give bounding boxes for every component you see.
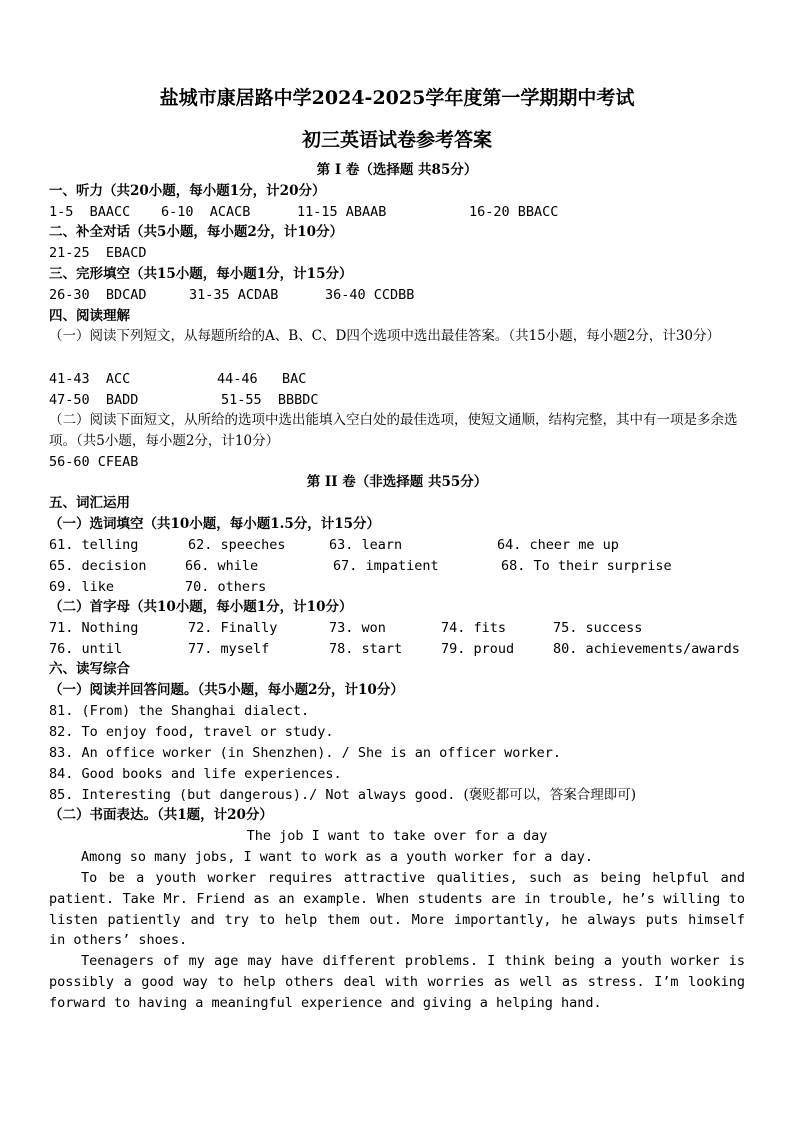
reading-answers-row-2 [49,390,749,410]
answer-group: 36-40 CCDBB [325,287,415,303]
answer-item: 73. won [329,620,386,636]
volume-1-heading: 第 I 卷（选择题 共85分） [316,162,478,178]
reading-part-1-instructions: （一）阅读下列短文，从每题所给的A、B、C、D四个选项中选出最佳答案。（共15小题，每小题2分，计30分） [49,328,721,344]
answer-item: 69. like [49,579,115,595]
dialogue-answers: 21-25 EBACD [49,245,147,261]
answer-item: 79. proud [441,641,515,657]
reading-writing-part-1-heading: （一）阅读并回答问题。（共5小题，每小题2分，计10分） [49,682,404,698]
answer-item: 80. achievements/awards [553,641,740,657]
section-reading-writing-heading: 六、读写综合 [49,661,130,677]
section-cloze-heading: 三、完形填空（共15小题，每小题1分，计15分） [49,266,353,282]
reading-part-2-instructions: （二）阅读下面短文，从所给的选项中选出能填入空白处的最佳选项，使短文通顺，结构完整，其中有一项是多余选项。（共5小题，每小题2分，计10分） [49,412,738,449]
answer-item: 71. Nothing [49,620,139,636]
answer-81: 81. (From) the Shanghai dialect. [49,703,310,719]
answer-item: 61. telling [49,537,139,553]
answer-item: 64. cheer me up [497,537,619,553]
answer-group: 41-43 ACC [49,371,131,387]
reading-writing-part-2-heading: （二）书面表达。（共1题，计20分） [49,807,273,823]
answer-group: 51-55 BBBDC [221,392,319,408]
essay-paragraph-1: Among so many jobs, I want to work as a youth worker for a day. [81,849,594,865]
answer-85 [49,785,636,805]
vocabulary-answers-row-2 [49,556,749,576]
answer-item: 67. impatient [333,558,439,574]
vocabulary-part-1-heading: （一）选词填空（共10小题，每小题1.5分，计15分） [49,516,381,532]
essay-title: The job I want to take over for a day [246,828,548,844]
answer-item: 68. To their surprise [501,558,672,574]
answer-item: 70. others [185,579,267,595]
section-listening-heading: 一、听力（共20小题，每小题1分，计20分） [49,183,326,199]
vocabulary-answers-row-5 [49,639,749,659]
section-dialogue-heading: 二、补全对话（共5小题，每小题2分，计10分） [49,224,344,240]
answer-item: 62. speeches [188,537,286,553]
answer-item: 66. while [185,558,259,574]
essay-paragraph-3: Teenagers of my age may have different problems. I think being a youth worker is possibly a good way to help others deal with worries as well as stress. I’m looking forward to having a meaningful experience and giving a helping hand. [49,953,745,1011]
exam-title: 盐城市康居路中学2024-2025学年度第一学期期中考试 [159,87,635,109]
answer-group: 16-20 BBACC [469,204,559,220]
answer-key-title: 初三英语试卷参考答案 [301,129,492,151]
answer-group: 6-10 ACACB [161,204,251,220]
reading-answers-row-1 [49,369,749,389]
answer-item: 65. decision [49,558,147,574]
answer-item: 75. success [553,620,643,636]
answer-item: 77. myself [188,641,270,657]
vocabulary-answers-row-3 [49,577,749,597]
answer-group: 1-5 BAACC [49,204,131,220]
answer-85-text: 85. Interesting (but dangerous)./ Not always good. [49,787,464,803]
answer-group: 47-50 BADD [49,392,139,408]
answer-84: 84. Good books and life experiences. [49,766,342,782]
answer-item: 72. Finally [188,620,278,636]
answer-item: 78. start [329,641,403,657]
section-reading-heading: 四、阅读理解 [49,308,130,324]
answer-item: 76. until [49,641,123,657]
reading-part-2-answers: 56-60 CFEAB [49,454,139,470]
vocabulary-part-2-heading: （二）首字母（共10小题，每小题1分，计10分） [49,599,353,615]
answer-group: 31-35 ACDAB [189,287,279,303]
answer-group: 11-15 ABAAB [297,204,387,220]
answer-83: 83. An office worker (in Shenzhen). / She is an officer worker. [49,745,562,761]
answer-82: 82. To enjoy food, travel or study. [49,724,334,740]
vocabulary-answers-row-4 [49,618,749,638]
answer-item: 63. learn [329,537,403,553]
answer-group: 26-30 BDCAD [49,287,147,303]
vocabulary-answers-row-1 [49,535,749,555]
essay-paragraph-2: To be a youth worker requires attractive qualities, such as being helpful and patient. Take Mr. Friend as an example. When students are in trouble, he’s willing to listen patiently and try to help them out. More importantly, he always puts himself in others’ shoes. [49,870,745,949]
answer-item: 74. fits [441,620,507,636]
section-vocabulary-heading: 五、词汇运用 [49,495,130,511]
listening-answers [49,202,749,222]
cloze-answers [49,285,749,305]
answer-85-note: (褒贬都可以，答案合理即可) [463,787,637,803]
answer-group: 44-46 BAC [217,371,307,387]
volume-2-heading: 第 II 卷（非选择题 共55分） [306,474,488,490]
